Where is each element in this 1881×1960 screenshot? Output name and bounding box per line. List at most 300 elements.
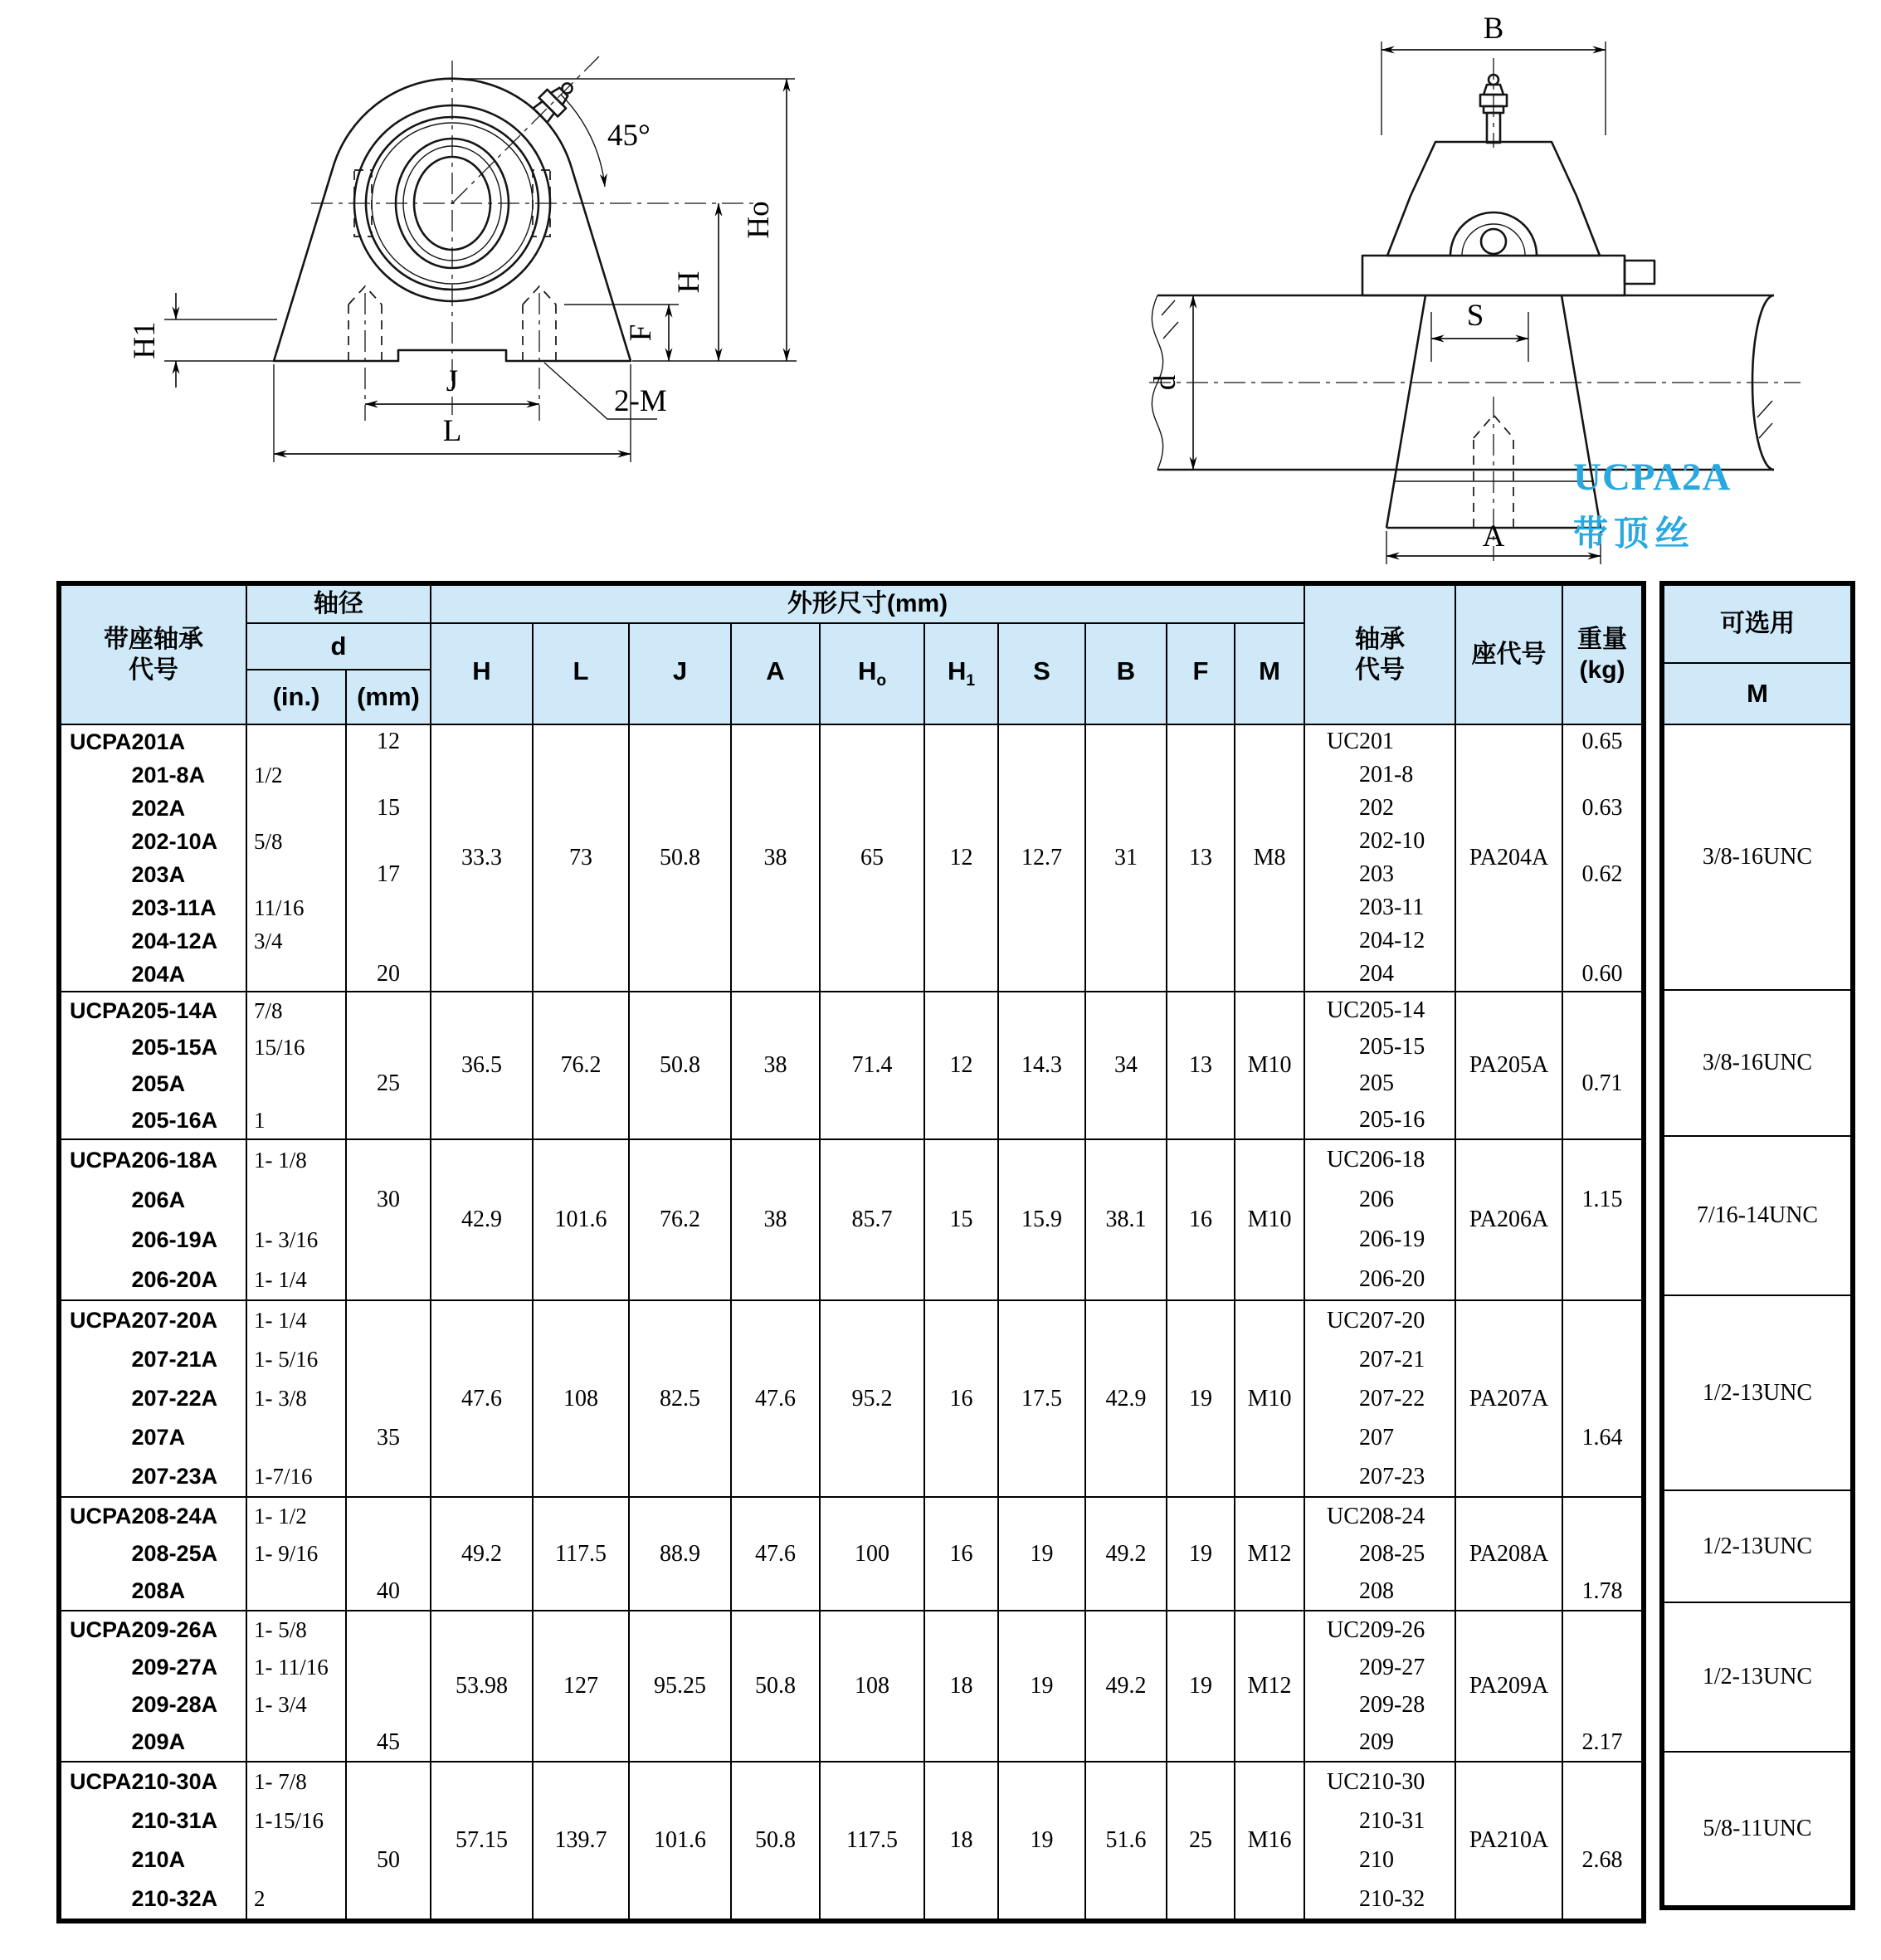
shaft-inch-value: 1- 7/8 — [254, 1769, 307, 1794]
cell-unit-codes — [59, 1762, 246, 1921]
bearing-code-text: 210-31 — [1358, 1807, 1425, 1834]
unit-code-line — [61, 1724, 246, 1761]
weight-line — [1563, 1065, 1641, 1102]
shaft-inch-value: 5/8 — [254, 828, 283, 854]
bearing-code-line — [1305, 1065, 1455, 1102]
dim-value: 50.8 — [660, 1052, 700, 1078]
shaft-mm-line — [347, 1301, 430, 1340]
dimension-lines — [1193, 41, 1606, 564]
bearing-code-text: 209-28 — [1358, 1691, 1425, 1718]
header-outer-dims: 外形尺寸(mm) — [431, 583, 1304, 623]
cell-shaft-inch — [246, 1300, 346, 1497]
dim-value: 73 — [569, 845, 592, 870]
housing-code-value: PA207A — [1469, 1385, 1549, 1411]
optional-thread-value: 3/8-16UNC — [1702, 1050, 1813, 1075]
cell-bearing-codes — [1304, 724, 1455, 992]
bearing-code-text: 201-8 — [1358, 762, 1414, 787]
bearing-code-text: 210 — [1358, 1846, 1394, 1873]
cell-optional-thread — [1662, 1602, 1853, 1752]
unit-code-line — [61, 1535, 246, 1572]
header-bearing-code-line1: 轴承 — [1355, 625, 1406, 653]
shaft-mm-line — [347, 1880, 430, 1919]
bearing-code-text: 205-15 — [1358, 1034, 1425, 1060]
unit-code-prefix: UCPA — [70, 997, 132, 1023]
cell-shaft-mm — [346, 1300, 431, 1497]
shaft-mm-line — [347, 992, 430, 1029]
weight-line — [1563, 1802, 1641, 1841]
cell-dim — [1167, 1139, 1235, 1300]
unit-code-line — [61, 1301, 246, 1340]
shaft-inch-value: 7/8 — [254, 997, 283, 1023]
dim-value: 47.6 — [755, 1540, 796, 1567]
dim-value: 18 — [949, 1827, 973, 1853]
optional-row — [1662, 1752, 1853, 1908]
unit-code-line — [61, 1102, 246, 1138]
weight-line — [1563, 1686, 1641, 1724]
shaft-mm-value: 12 — [377, 729, 400, 754]
cell-dim — [820, 992, 924, 1139]
cell-dim — [629, 1139, 731, 1300]
cell-unit-codes — [59, 992, 246, 1139]
cell-dim — [820, 1611, 924, 1762]
cell-dim — [731, 1300, 820, 1497]
cell-dim — [1235, 1762, 1304, 1921]
bearing-code-line — [1305, 1572, 1455, 1610]
dim-value: 14.3 — [1021, 1052, 1062, 1078]
header-dim-col-2 — [629, 623, 731, 724]
cell-unit-codes — [59, 1300, 246, 1497]
cell-dim — [1085, 992, 1167, 1139]
cell-dim — [924, 1497, 998, 1611]
unit-code-line — [61, 891, 246, 924]
dim-label-d: d — [1148, 374, 1182, 391]
weight-line — [1563, 891, 1641, 924]
weight-line — [1563, 1029, 1641, 1065]
bearing-code-line — [1305, 1457, 1455, 1496]
cell-dim — [1167, 1611, 1235, 1762]
unit-code-line — [61, 958, 246, 991]
optional-row — [1662, 724, 1853, 990]
shaft-mm-line — [347, 1065, 430, 1102]
header-dim-col-8 — [1167, 623, 1235, 724]
dim-value: 38.1 — [1105, 1207, 1147, 1232]
shaft-mm-line — [347, 1649, 430, 1686]
bearing-code-text: 202 — [1358, 795, 1394, 821]
shaft-inch-line — [247, 1763, 345, 1802]
dim-value: 127 — [563, 1673, 598, 1699]
table-row-group — [59, 1497, 1644, 1611]
bearing-code-line — [1305, 1220, 1455, 1260]
weight-line — [1563, 792, 1641, 825]
bearing-code-text: 206-18 — [1358, 1147, 1425, 1173]
dim-value: M8 — [1253, 845, 1286, 870]
table-row-group — [59, 1139, 1644, 1300]
unit-code-line — [61, 1763, 246, 1802]
unit-code-line — [61, 1802, 246, 1841]
dim-value: 18 — [949, 1673, 973, 1699]
table-row-group — [59, 992, 1644, 1139]
unit-code-line — [61, 1260, 246, 1299]
cell-housing-code — [1455, 992, 1562, 1139]
cell-shaft-inch — [246, 724, 346, 992]
bearing-code-line — [1305, 924, 1455, 958]
cell-shaft-inch — [246, 1762, 346, 1921]
unit-code-line — [61, 1457, 246, 1496]
shaft-inch-value: 1- 1/2 — [254, 1504, 307, 1529]
dim-value: M10 — [1247, 1207, 1292, 1232]
bearing-code-line — [1305, 825, 1455, 858]
weight-line — [1563, 1102, 1641, 1138]
model-code: UCPA2A — [1573, 456, 1732, 499]
unit-code-text: 205-14A — [131, 997, 218, 1023]
shaft-mm-value: 20 — [377, 961, 400, 987]
bearing-code-prefix: UC — [1327, 1307, 1359, 1333]
cell-dim — [820, 1300, 924, 1497]
shaft-inch-line — [247, 1841, 345, 1880]
dim-label-l: L — [442, 414, 462, 448]
header-dim-main: H — [947, 656, 967, 686]
cell-dim — [629, 1300, 731, 1497]
housing-code-value: PA208A — [1469, 1540, 1549, 1567]
shaft-inch-line — [247, 825, 345, 858]
unit-code-text: 206-19A — [131, 1226, 218, 1252]
model-label — [1573, 455, 1732, 556]
bearing-code-line — [1305, 1029, 1455, 1065]
header-unit-code-line1: 带座轴承 — [104, 625, 203, 653]
weight-line — [1563, 958, 1641, 991]
cell-dim — [629, 724, 731, 992]
unit-code-line — [61, 992, 246, 1029]
cell-dim — [1167, 1300, 1235, 1497]
cell-dim — [431, 1497, 533, 1611]
header-dim-col-9 — [1235, 623, 1304, 724]
dim-value: 16 — [1189, 1207, 1212, 1232]
dim-value: 100 — [855, 1540, 889, 1567]
weight-value: 0.60 — [1581, 961, 1623, 987]
table-row-group — [59, 1611, 1644, 1762]
bearing-code-line — [1305, 1418, 1455, 1457]
cell-dim — [1085, 1300, 1167, 1497]
shaft-inch-line — [247, 1498, 345, 1535]
weight-line — [1563, 1457, 1641, 1496]
dim-value: 17.5 — [1021, 1385, 1062, 1411]
shaft-mm-line — [347, 1260, 430, 1299]
header-dim-col-4 — [820, 623, 924, 724]
shaft-inch-line — [247, 1301, 345, 1340]
bearing-code-line — [1305, 1841, 1455, 1880]
shaft-inch-line — [247, 1649, 345, 1686]
cell-dim — [924, 1611, 998, 1762]
dim-value: 76.2 — [560, 1052, 602, 1078]
shaft-inch-line — [247, 958, 345, 991]
dim-value: 12 — [949, 845, 973, 870]
shaft-inch-value: 1- 11/16 — [254, 1655, 329, 1680]
model-note: 带顶丝 — [1573, 514, 1696, 553]
bearing-code-line — [1305, 992, 1455, 1029]
cell-shaft-inch — [246, 1611, 346, 1762]
cell-dim — [731, 1611, 820, 1762]
bearing-code-text: 208-25 — [1358, 1540, 1425, 1567]
unit-code-text: 207-20A — [131, 1308, 218, 1333]
weight-line — [1563, 825, 1641, 858]
weight-line — [1563, 725, 1641, 758]
dim-value: 117.5 — [555, 1540, 607, 1567]
header-dim-main: H — [472, 656, 491, 686]
cell-optional-thread — [1662, 990, 1853, 1136]
unit-code-line — [61, 1686, 246, 1724]
dim-value: 34 — [1114, 1052, 1138, 1078]
dim-value: 13 — [1189, 1052, 1212, 1078]
cell-dim — [998, 992, 1085, 1139]
dim-value: 49.2 — [1105, 1540, 1147, 1567]
weight-line — [1563, 1340, 1641, 1379]
dim-label-j: J — [446, 364, 459, 398]
table-row-group — [59, 724, 1644, 992]
cell-bearing-codes — [1304, 1139, 1455, 1300]
bearing-code-line — [1305, 891, 1455, 924]
shaft-mm-line — [347, 1763, 430, 1802]
cell-shaft-mm — [346, 992, 431, 1139]
unit-code-text: 209-26A — [131, 1617, 218, 1642]
cell-optional-thread — [1662, 1752, 1853, 1908]
cell-optional-thread — [1662, 1490, 1853, 1602]
header-weight-line1: 重量 — [1577, 625, 1628, 653]
dim-value: 15.9 — [1021, 1207, 1062, 1232]
cell-dim — [731, 1762, 820, 1921]
cell-shaft-inch — [246, 1497, 346, 1611]
weight-value: 0.65 — [1581, 729, 1623, 754]
unit-code-text: 210-31A — [131, 1808, 218, 1833]
cell-dim — [820, 1762, 924, 1921]
header-dim-main: F — [1192, 656, 1209, 686]
cell-weight — [1562, 992, 1644, 1139]
header-dim-main: B — [1116, 656, 1136, 686]
dim-value: 47.6 — [755, 1385, 796, 1411]
shaft-inch-line — [247, 1418, 345, 1457]
weight-line — [1563, 858, 1641, 891]
bearing-code-prefix: UC — [1327, 1147, 1359, 1173]
bearing-code-prefix: UC — [1327, 1768, 1359, 1795]
dim-value: M16 — [1247, 1827, 1292, 1853]
cell-dim — [431, 1611, 533, 1762]
dim-label-f: F — [624, 324, 658, 342]
shaft-inch-line — [247, 992, 345, 1029]
shaft-inch-line — [247, 1880, 345, 1919]
dim-value: M12 — [1247, 1540, 1292, 1567]
unit-code-line — [61, 1418, 246, 1457]
dim-value: 51.6 — [1105, 1827, 1147, 1853]
header-bearing-code-line2: 代号 — [1355, 656, 1406, 684]
dim-label-ho: Ho — [742, 201, 776, 239]
housing-code-value: PA204A — [1469, 845, 1549, 870]
bearing-code-line — [1305, 1649, 1455, 1686]
dim-value: 16 — [949, 1540, 973, 1567]
shaft-inch-line — [247, 1802, 345, 1841]
cell-dim — [431, 992, 533, 1139]
unit-code-line — [61, 1340, 246, 1379]
shaft-mm-line — [347, 1572, 430, 1610]
weight-line — [1563, 1763, 1641, 1802]
bearing-code-text: 203-11 — [1358, 895, 1425, 920]
weight-line — [1563, 1649, 1641, 1686]
unit-code-line — [61, 1572, 246, 1610]
shaft-mm-line — [347, 1457, 430, 1496]
shaft-inch-value: 1- 3/8 — [254, 1386, 307, 1411]
weight-line — [1563, 1301, 1641, 1340]
shaft-mm-line — [347, 891, 430, 924]
cell-weight — [1562, 1139, 1644, 1300]
header-dim-col-3 — [731, 623, 820, 724]
cell-dim — [1167, 1762, 1235, 1921]
weight-line — [1563, 1180, 1641, 1220]
dim-value: 101.6 — [554, 1207, 607, 1232]
dim-value: 50.8 — [755, 1827, 796, 1853]
bearing-code-text: 207-22 — [1358, 1385, 1425, 1411]
cell-shaft-mm — [346, 1762, 431, 1921]
bearing-code-text: 206 — [1358, 1187, 1394, 1212]
shaft-inch-line — [247, 1686, 345, 1724]
bearing-code-line — [1305, 1880, 1455, 1919]
shaft-mm-line — [347, 758, 430, 792]
cell-shaft-mm — [346, 1139, 431, 1300]
centerlines — [311, 56, 755, 421]
dim-value: 53.98 — [456, 1673, 508, 1699]
shaft-mm-value: 30 — [377, 1187, 400, 1212]
unit-code-text: 208-25A — [131, 1541, 218, 1566]
shaft-inch-line — [247, 1611, 345, 1649]
unit-code-text: 205-15A — [131, 1034, 218, 1060]
unit-code-text: 204-12A — [131, 928, 218, 953]
unit-code-line — [61, 1029, 246, 1065]
cell-dim — [1167, 724, 1235, 992]
shaft-mm-line — [347, 1498, 430, 1535]
cell-housing-code — [1455, 1300, 1562, 1497]
header-weight-line2: (kg) — [1579, 656, 1625, 684]
header-dim-col-5 — [924, 623, 998, 724]
shaft-inch-line — [247, 1180, 345, 1220]
cell-dim — [1085, 1497, 1167, 1611]
weight-line — [1563, 1611, 1641, 1649]
shaft-inch-value: 1- 1/4 — [254, 1308, 307, 1333]
dim-value: 42.9 — [1105, 1385, 1147, 1411]
dim-value: 38 — [763, 1207, 787, 1232]
header-dim-col-7 — [1085, 623, 1167, 724]
shaft-inch-line — [247, 758, 345, 792]
dim-value: 19 — [1030, 1827, 1054, 1853]
shaft-inch-line — [247, 1140, 345, 1180]
header-dim-main: H — [857, 656, 877, 686]
dim-label-2m: 2-M — [614, 384, 667, 418]
unit-code-text: 208-24A — [131, 1504, 218, 1529]
bearing-code-text: 204-12 — [1358, 928, 1425, 953]
unit-code-line — [61, 1220, 246, 1260]
dim-value: 19 — [1189, 1540, 1212, 1567]
dim-label-a: A — [1482, 519, 1505, 553]
header-d: d — [246, 623, 431, 670]
dim-value: 19 — [1030, 1540, 1054, 1567]
shaft-mm-value: 50 — [377, 1846, 400, 1873]
table-row-group — [59, 1300, 1644, 1497]
weight-value: 1.78 — [1581, 1577, 1623, 1604]
dim-value: 49.2 — [1105, 1673, 1147, 1699]
unit-code-line — [61, 758, 246, 792]
header-dim-col-6 — [998, 623, 1085, 724]
shaft-inch-line — [247, 792, 345, 825]
cell-dim — [1167, 1497, 1235, 1611]
unit-code-line — [61, 1880, 246, 1919]
cell-dim — [533, 1611, 629, 1762]
bearing-code-text: 201 — [1358, 729, 1394, 754]
weight-line — [1563, 1724, 1641, 1761]
unit-code-text: 209-28A — [131, 1692, 218, 1717]
shaft-mm-line — [347, 825, 430, 858]
dim-value: M10 — [1247, 1385, 1292, 1411]
unit-code-line — [61, 1140, 246, 1180]
shaft-mm-line — [347, 924, 430, 958]
cell-weight — [1562, 1497, 1644, 1611]
shaft-mm-line — [347, 1841, 430, 1880]
unit-code-text: 205A — [131, 1070, 186, 1096]
header-bearing-code — [1304, 583, 1455, 724]
shaft-mm-line — [347, 958, 430, 991]
cell-optional-thread — [1662, 724, 1853, 990]
optional-thread-table — [1659, 581, 1855, 1910]
weight-value: 0.63 — [1581, 795, 1623, 821]
cell-dim — [533, 1139, 629, 1300]
header-optional-m: M — [1662, 663, 1853, 724]
dim-value: 42.9 — [461, 1207, 502, 1232]
optional-row — [1662, 1295, 1853, 1490]
cell-bearing-codes — [1304, 1762, 1455, 1921]
cell-bearing-codes — [1304, 992, 1455, 1139]
unit-code-text: 210-32A — [131, 1886, 218, 1911]
shaft-inch-value: 1- 5/8 — [254, 1617, 307, 1642]
shaft-mm-line — [347, 1611, 430, 1649]
dim-value: 19 — [1030, 1673, 1054, 1699]
bearing-code-line — [1305, 1140, 1455, 1180]
unit-code-prefix: UCPA — [70, 1308, 132, 1333]
dim-value: 108 — [855, 1673, 889, 1699]
bearing-code-text: 208 — [1358, 1577, 1394, 1604]
shaft-mm-value: 17 — [377, 861, 400, 887]
cell-weight — [1562, 724, 1644, 992]
dim-value: 25 — [1189, 1827, 1212, 1853]
bearing-code-text: 209-27 — [1358, 1654, 1425, 1680]
cell-dim — [998, 724, 1085, 992]
weight-line — [1563, 1140, 1641, 1180]
unit-code-text: 206-18A — [131, 1147, 218, 1173]
weight-value: 2.17 — [1581, 1728, 1623, 1755]
shaft-mm-value: 40 — [377, 1577, 400, 1604]
shaft-mm-line — [347, 858, 430, 891]
cell-shaft-mm — [346, 724, 431, 992]
dim-value: 13 — [1189, 845, 1212, 870]
unit-code-text: 209A — [131, 1729, 186, 1754]
bearing-code-prefix: UC — [1327, 997, 1359, 1023]
cell-bearing-codes — [1304, 1611, 1455, 1762]
shaft-mm-line — [347, 1418, 430, 1457]
weight-line — [1563, 1260, 1641, 1299]
bearing-code-text: 206-19 — [1358, 1226, 1425, 1252]
unit-code-text: 203-11A — [131, 895, 217, 920]
cell-shaft-mm — [346, 1497, 431, 1611]
unit-code-text: 207-21A — [131, 1347, 218, 1372]
header-dim-main: S — [1033, 656, 1050, 686]
shaft-inch-line — [247, 1379, 345, 1418]
shaft-mm-line — [347, 1802, 430, 1841]
shaft-inch-value: 1- 3/16 — [254, 1226, 319, 1252]
cell-shaft-inch — [246, 992, 346, 1139]
